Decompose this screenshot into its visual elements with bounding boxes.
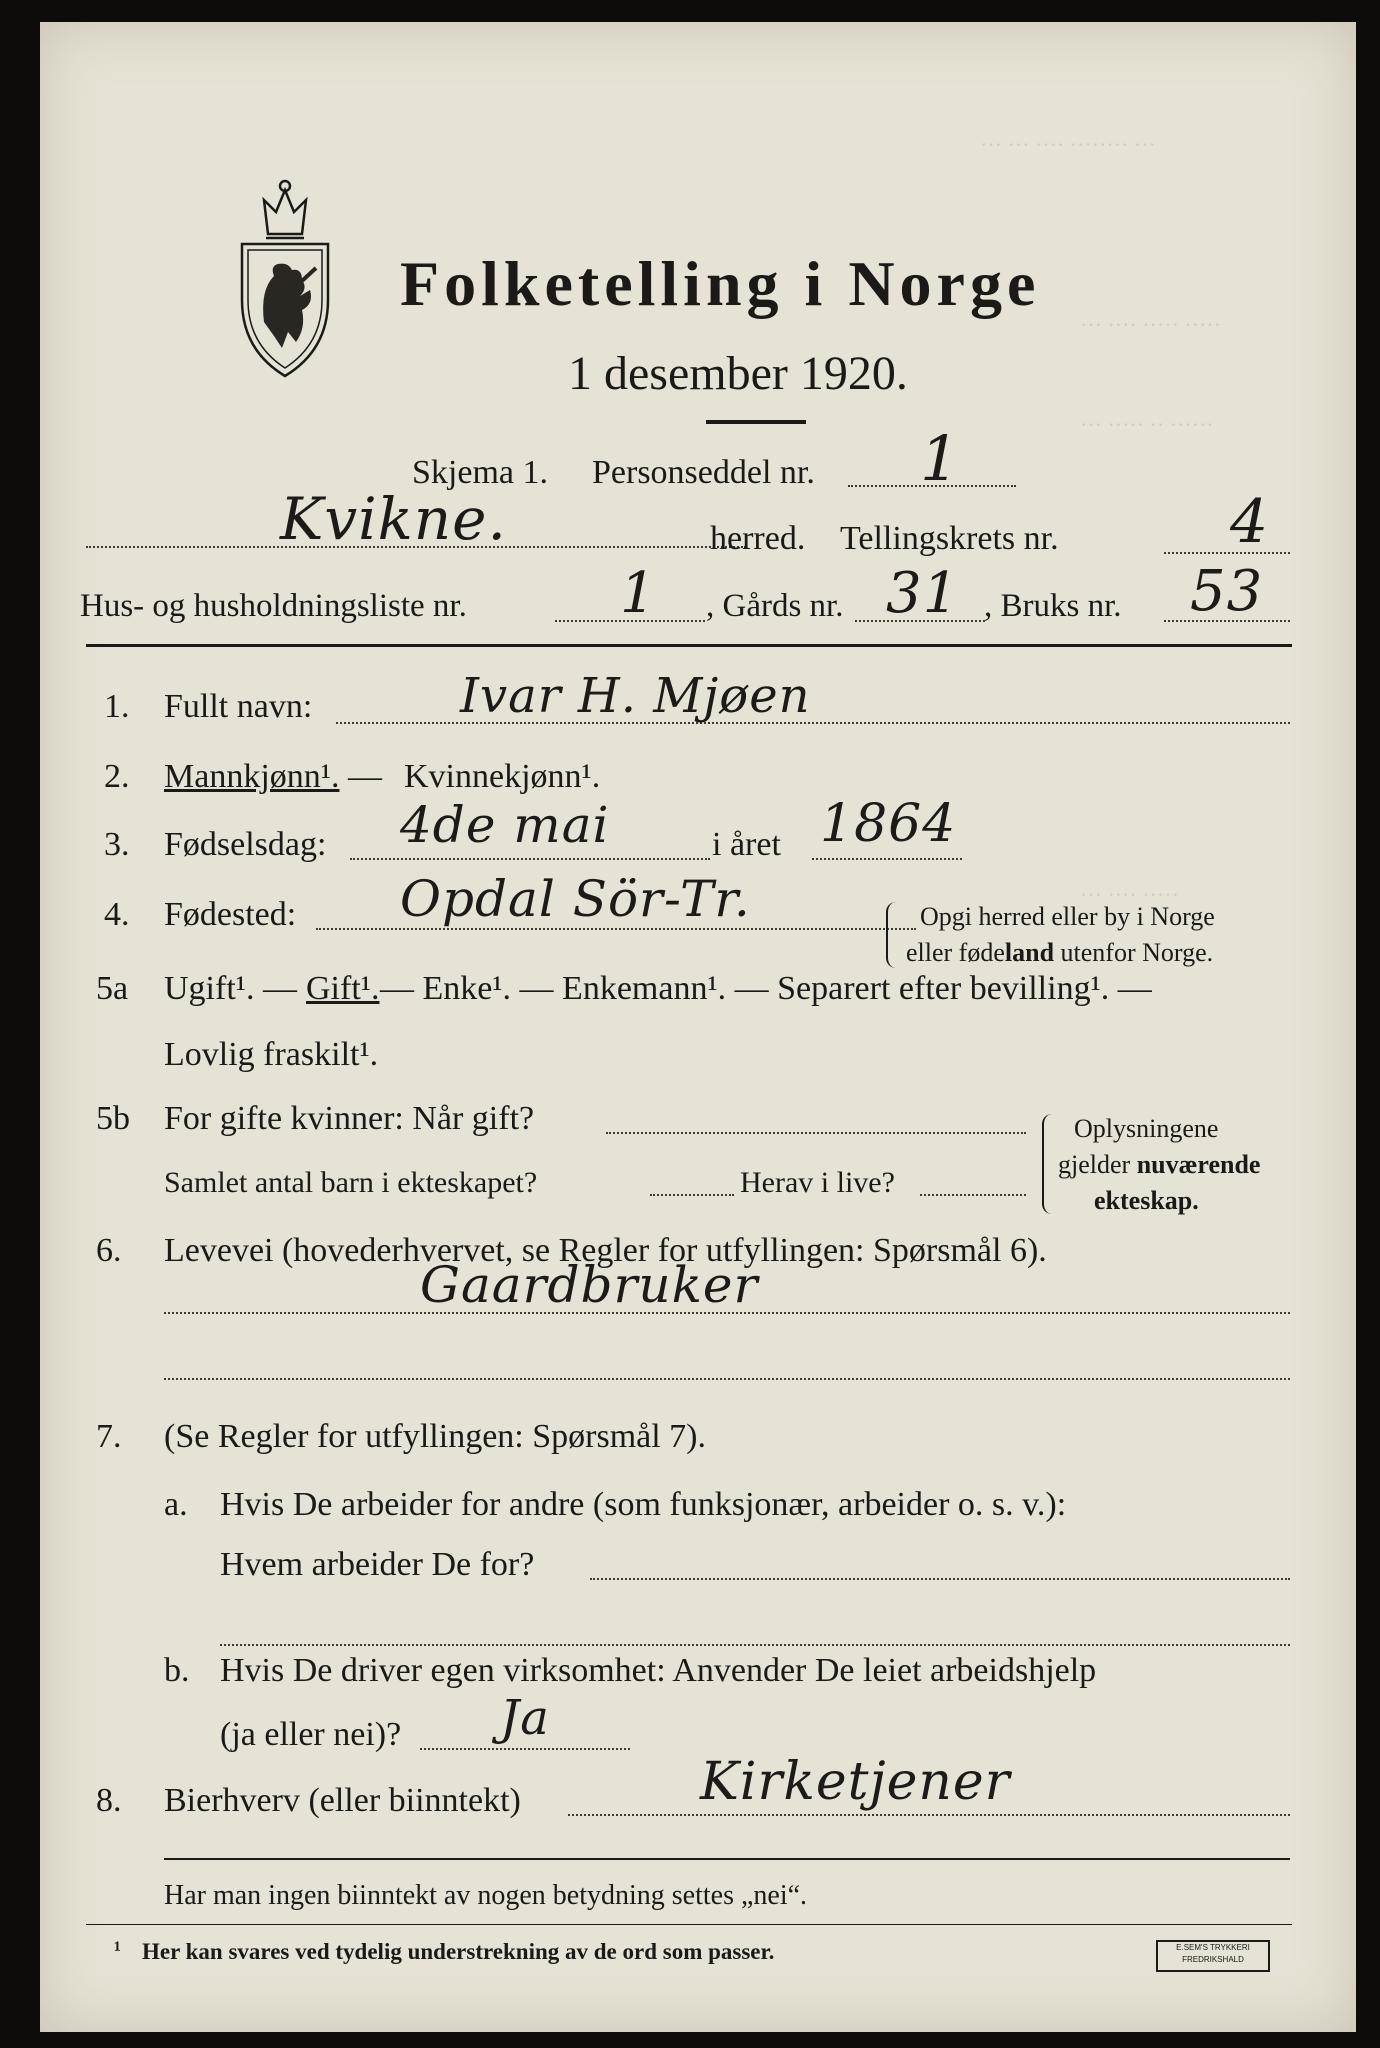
bottom-rule [164, 1858, 1290, 1860]
herred-value[interactable]: Kvikne. [280, 485, 507, 553]
marital-options-rest[interactable]: — Enke¹. — Enkemann¹. — Separert efter bevilling¹. — [380, 970, 1152, 1007]
employer-line-2 [220, 1644, 1290, 1646]
question-number: 5b [96, 1100, 130, 1137]
birthplace-note-line2: eller fødeland utenfor Norge. [906, 938, 1214, 967]
birth-year-line [812, 858, 962, 860]
birth-year-label: i året [712, 826, 781, 863]
marriage-note-line1: Oplysningene [1074, 1114, 1219, 1143]
employed-by-others-label: Hvis De arbeider for andre (som funksjonær, arbeider o. s. v.): [220, 1486, 1067, 1523]
birthdate-line [350, 858, 710, 860]
male-option[interactable]: Mannkjønn¹. [164, 758, 340, 795]
bruks-label: , Bruks nr. [984, 588, 1122, 624]
hired-help-label: (ja eller nei)? [220, 1716, 402, 1753]
show-through-text: ··· ··· ···· ········ ··· [980, 132, 1156, 157]
married-option[interactable]: Gift¹. [306, 970, 380, 1007]
bruks-value[interactable]: 53 [1190, 559, 1264, 624]
question-number: 7. [96, 1418, 122, 1455]
unmarried-option[interactable]: Ugift¹. — [164, 970, 297, 1007]
herred-label: herred. [710, 520, 806, 557]
children-alive-label: Herav i live? [740, 1166, 895, 1199]
question-number: 3. [104, 826, 130, 863]
question-number: 6. [96, 1232, 122, 1269]
question-number: a. [164, 1486, 188, 1523]
household-list-label: Hus- og husholdningsliste nr. [80, 588, 467, 624]
marriage-note-brace [1042, 1114, 1056, 1214]
marriage-note-line2: gjelder nuværende [1058, 1150, 1261, 1179]
birthplace-note-brace [886, 902, 898, 968]
hired-help-line [420, 1748, 630, 1750]
occupation-value[interactable]: Gaardbruker [420, 1256, 759, 1314]
occupation-label: Levevei (hovederhvervet, se Regler for utfyllingen: Spørsmål 6). [164, 1232, 1047, 1269]
schema-label: Skjema 1. [412, 454, 548, 491]
question-number: 4. [104, 896, 130, 933]
hired-help-value[interactable]: Ja [500, 1690, 550, 1746]
question-number: 5a [96, 970, 129, 1007]
show-through-text: ··· ···· ····· [1080, 882, 1179, 907]
side-income-value[interactable]: Kirketjener [700, 1752, 1011, 1812]
form-date: 1 desember 1920. [568, 347, 908, 400]
birthplace-note-line1: Opgi herred eller by i Norge [920, 902, 1215, 931]
household-list-value[interactable]: 1 [620, 561, 657, 626]
children-total-label: Samlet antal barn i ekteskapet? [164, 1166, 538, 1199]
divorced-option[interactable]: Lovlig fraskilt¹. [164, 1036, 379, 1073]
show-through-text: ··· ····· ·· ······ [1080, 412, 1214, 437]
question-number: b. [164, 1652, 190, 1689]
employer-label: Hvem arbeider De for? [220, 1546, 535, 1583]
tellingskrets-line [1164, 552, 1290, 554]
married-when-line [606, 1132, 1026, 1134]
footnote-mark: ¹ [114, 1937, 121, 1962]
employer-line [590, 1578, 1290, 1580]
printer-stamp: E.SEM'S TRYKKERI FREDRIKSHALD [1156, 1940, 1270, 1972]
occupation-line-2 [164, 1378, 1290, 1380]
employment-label: (Se Regler for utfyllingen: Spørsmål 7). [164, 1418, 707, 1455]
gards-value[interactable]: 31 [886, 561, 960, 626]
no-income-note: Har man ingen biinntekt av nogen betydning settes „nei“. [164, 1880, 808, 1911]
personseddel-value[interactable]: 1 [920, 422, 961, 495]
side-income-line [568, 1814, 1290, 1816]
birthplace-value[interactable]: Opdal Sör-Tr. [400, 870, 751, 928]
question-number: 8. [96, 1782, 122, 1819]
birthplace-label: Fødested: [164, 896, 297, 933]
footnote-text: Her kan svares ved tydelig understrekning av de ord som passer. [142, 1939, 775, 1964]
header-rule [86, 644, 1292, 647]
tellingskrets-value[interactable]: 4 [1230, 487, 1270, 557]
marriage-note-line3: ekteskap. [1094, 1186, 1199, 1215]
personseddel-label: Personseddel nr. [592, 454, 815, 491]
children-total-line [650, 1194, 734, 1196]
birthplace-line [316, 928, 916, 930]
question-number: 2. [104, 758, 130, 795]
show-through-text: ··· ···· ····· ····· [1080, 312, 1222, 337]
female-option[interactable]: Kvinnekjønn¹. [404, 758, 601, 795]
birthdate-value[interactable]: 4de mai [400, 796, 610, 854]
form-title: Folketelling i Norge [400, 248, 1041, 319]
side-income-label: Bierhverv (eller biinntekt) [164, 1782, 521, 1819]
gards-label: , Gårds nr. [706, 588, 844, 624]
full-name-value[interactable]: Ivar H. Mjøen [460, 668, 811, 724]
birthdate-label: Fødselsdag: [164, 826, 327, 863]
full-name-label: Fullt navn: [164, 688, 313, 725]
children-alive-line [920, 1194, 1026, 1196]
gender-separator: — [348, 758, 382, 795]
birth-year-value[interactable]: 1864 [820, 794, 957, 854]
footnote-rule [86, 1924, 1292, 1925]
title-divider [706, 420, 806, 424]
census-form-sheet [40, 22, 1356, 2032]
tellingskrets-label: Tellingskrets nr. [840, 520, 1059, 557]
married-women-when-label: For gifte kvinner: Når gift? [164, 1100, 535, 1137]
norwegian-lion-coat-of-arms-icon [230, 172, 340, 382]
own-business-label: Hvis De driver egen virksomhet: Anvender De leiet arbeidshjelp [220, 1652, 1097, 1689]
question-number: 1. [104, 688, 130, 725]
